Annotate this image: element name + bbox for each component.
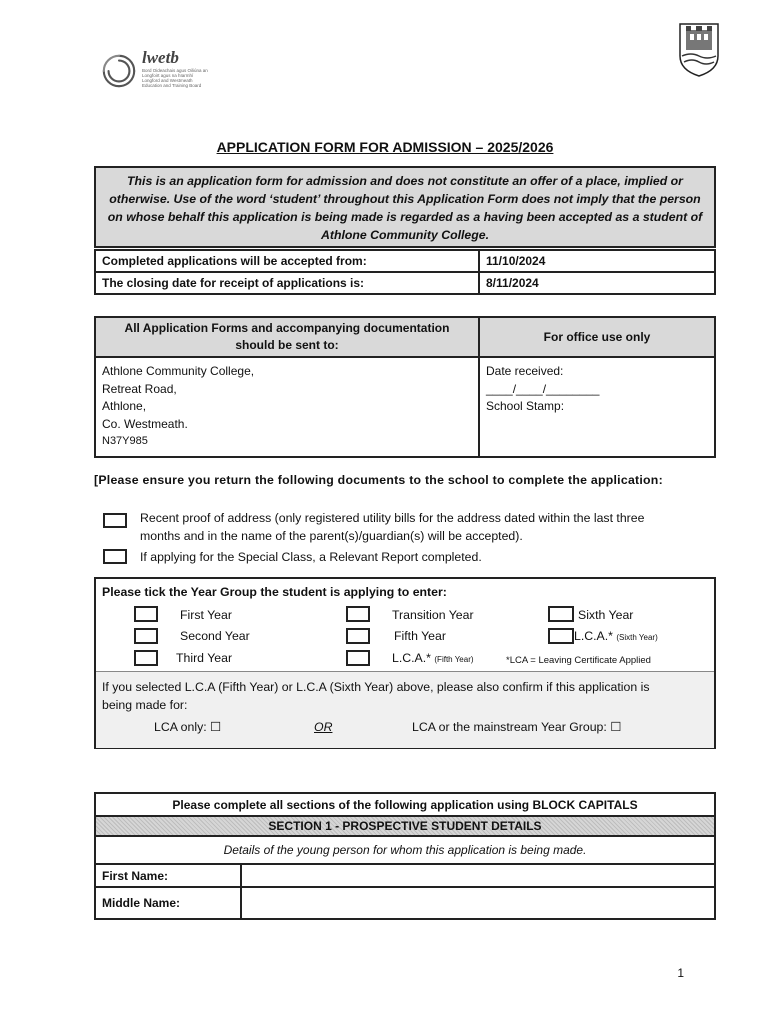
table-row [95,272,715,294]
third-year-label: Third Year [176,651,233,665]
lwetb-logo [100,48,210,92]
table-row [95,816,715,836]
send-to-table [94,316,716,458]
school-address [95,357,479,457]
second-year-label: Second Year [180,629,250,643]
address-line: Retreat Road, [102,381,177,396]
lca-confirm-text: If you selected L.C.A (Fifth Year) or L.C.A (Sixth Year) above, please also confirm if this application is being made for: [102,680,650,712]
table-row [95,317,715,357]
lca-fifth-year-checkbox[interactable] [346,650,370,666]
first-year-checkbox[interactable] [134,606,158,622]
swirl-logo-icon [100,52,138,90]
proof-of-address-text: Recent proof of address (only registered utility bills for the address dated within the last three months and in the name of the parent(s)/guardian(s) will be accepted). [140,511,645,543]
section-1-details: Details of the young person for whom this application is being made. [95,836,715,864]
logo-brand: lwetb [142,48,179,67]
lca-footnote: *LCA = Leaving Certificate Applied [506,655,651,666]
office-use-cell [479,357,715,457]
date-received-label: Date received: [486,364,564,378]
lca-or-mainstream-option[interactable]: LCA or the mainstream Year Group: ☐ [412,720,622,734]
send-header: All Application Forms and accompanying documentation should be sent to: [95,317,479,357]
page-number: 1 [677,966,684,980]
transition-year-checkbox[interactable] [346,606,370,622]
lca-sixth-label [574,629,658,643]
school-stamp-label: School Stamp: [486,399,565,413]
first-year-label: First Year [180,608,232,622]
disclaimer-text: This is an application form for admission and does not constitute an offer of a place, implied or otherwise. Use of the word ‘student’ throughout this Application Form does not imply that the person on whose behalf this application is being made is regarded as a having been accepted as a student of Athlone Community College. [107,174,703,242]
documents-intro: [Please ensure you return the following documents to the school to complete the application: [94,473,663,487]
third-year-checkbox[interactable] [134,650,158,666]
logo-tagline: Bord Oideachais agus Oiliúna an Longfoirt agus na hIarmhí Longford and Westmeath Education and Training Board [142,68,208,88]
accepted-from-label: Completed applications will be accepted from: [95,250,479,272]
closing-date-label: The closing date for receipt of applications is: [95,272,479,294]
block-capitals-instruction: Please complete all sections of the following application using BLOCK CAPITALS [95,793,715,816]
lca-fifth-label [392,651,474,665]
disclaimer-box [94,166,716,248]
lca-only-option[interactable]: LCA only: ☐ [154,720,222,734]
school-crest [676,20,722,78]
fifth-year-checkbox[interactable] [346,628,370,644]
section-1-table [94,792,716,920]
lca-sixth-year-checkbox[interactable] [548,628,574,644]
date-received-field[interactable]: ____/____/________ [486,381,600,396]
or-text: OR [314,720,333,734]
closing-date-value: 8/11/2024 [479,272,715,294]
table-row [95,357,715,457]
year-group-options [96,579,714,671]
table-row [95,793,715,816]
castle-crest-icon [676,20,722,78]
second-year-checkbox[interactable] [134,628,158,644]
relevant-report-text: If applying for the Special Class, a Relevant Report completed. [140,550,482,564]
sixth-year-label: Sixth Year [578,608,634,622]
fifth-year-label: Fifth Year [394,629,446,643]
dates-table [94,249,716,295]
middle-name-input[interactable] [241,887,715,919]
relevant-report-checkbox[interactable] [103,549,127,564]
address-line: Co. Westmeath. [102,416,188,431]
year-group-box [94,577,716,749]
office-use-header: For office use only [479,317,715,357]
proof-of-address-checkbox[interactable] [103,513,127,528]
year-group-heading: Please tick the Year Group the student is applying to enter: [102,585,447,599]
accepted-from-value: 11/10/2024 [479,250,715,272]
address-line: Athlone, [102,399,147,413]
address-line: Athlone Community College, [102,364,255,378]
lca-sixth-text: L.C.A.* [574,629,613,643]
table-row [95,887,715,919]
table-row [95,864,715,887]
first-name-label: First Name: [95,864,241,887]
page-title: APPLICATION FORM FOR ADMISSION – 2025/2026 [216,139,554,155]
first-name-input[interactable] [241,864,715,887]
lca-fifth-text: L.C.A.* [392,651,431,665]
lca-confirmation [96,671,714,748]
section-1-heading: SECTION 1 - PROSPECTIVE STUDENT DETAILS [95,816,715,836]
postcode: N37Y985 [102,435,148,447]
table-row [95,250,715,272]
sixth-year-checkbox[interactable] [548,606,574,622]
lca-fifth-note: (Fifth Year) [434,655,474,664]
table-row [95,836,715,864]
transition-year-label: Transition Year [392,608,474,622]
middle-name-label: Middle Name: [95,887,241,919]
lca-sixth-note: (Sixth Year) [616,633,658,642]
